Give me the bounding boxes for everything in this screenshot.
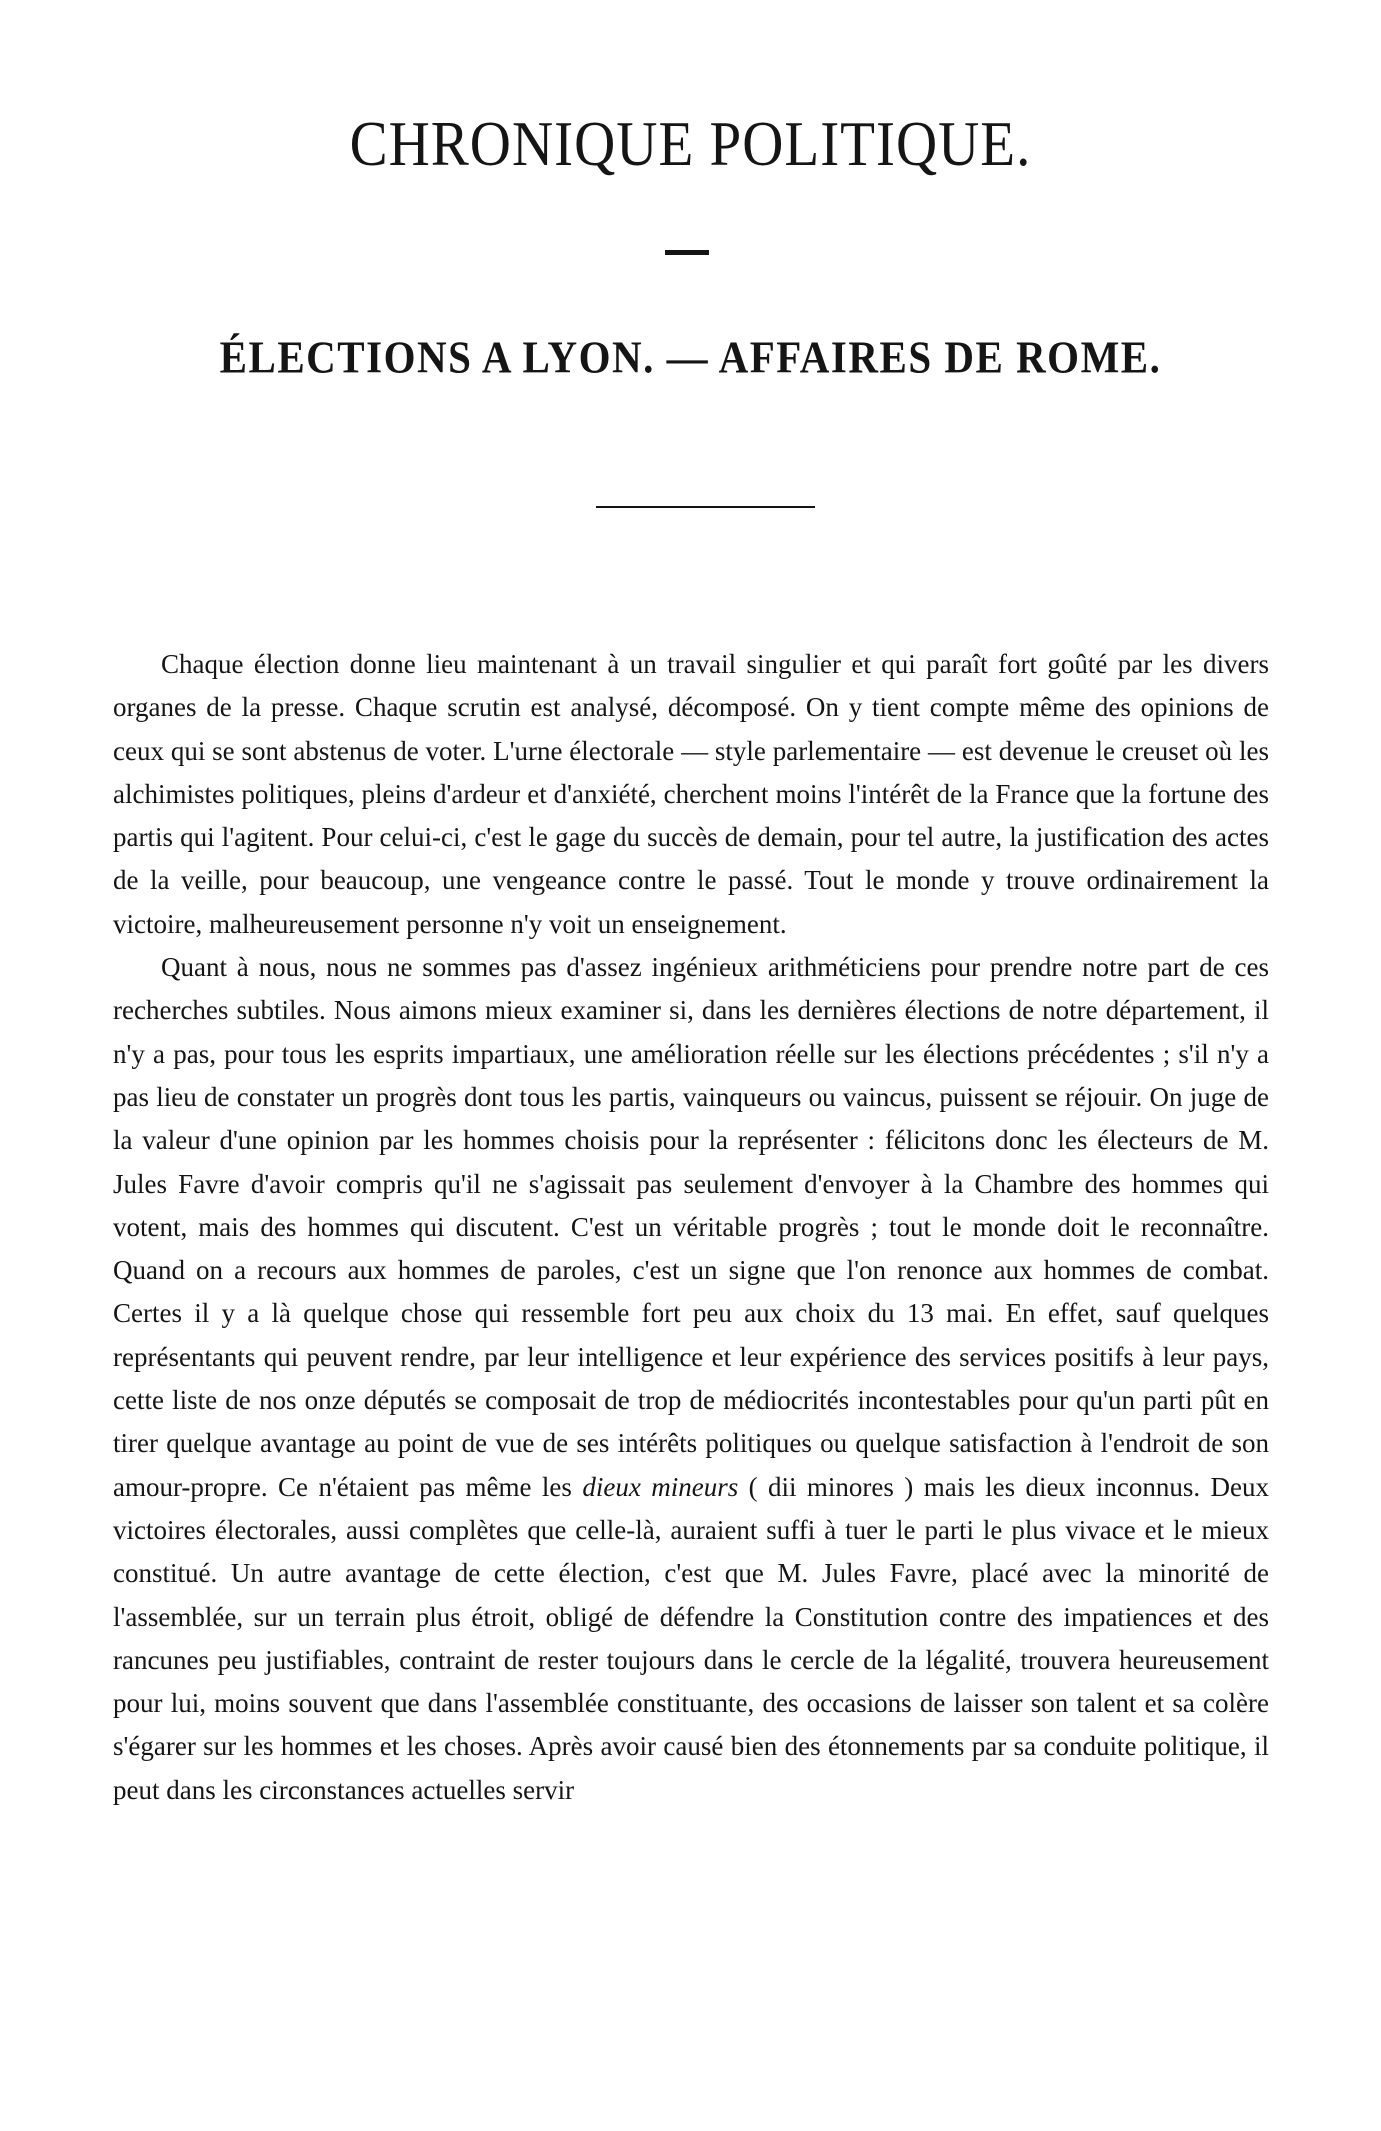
section-rule-divider	[596, 506, 815, 508]
title-dash-divider	[665, 250, 709, 255]
italic-phrase: dieux mineurs	[582, 1471, 739, 1502]
paragraph-2-part-1: Quant à nous, nous ne sommes pas d'assez ingénieux arithméticiens pour prendre notre part de ces recherches subtiles. Nous aimons mieux examiner si, dans les dernières élections de notre département, il n'y a pas, pour tous les esprits impartiaux, une amélioration réelle sur les élections précédentes ; s'il n'y a pas lieu de constater un progrès dont tous les partis, vainqueurs ou vaincus, puissent se réjouir. On juge de la valeur d'une opinion par les hommes choisis pour la représenter : félicitons donc les électeurs de M. Jules Favre d'avoir compris qu'il ne s'agissait pas seulement d'envoyer à la Chambre des hommes qui votent, mais des hommes qui discutent. C'est un véritable progrès ; tout le monde doit le reconnaître. Quand on a recours aux hommes de paroles, c'est un signe que l'on renonce aux hommes de combat. Certes il y a là quelque chose qui ressemble fort peu aux choix du 13 mai. En effet, sauf quelques représentants qui peuvent rendre, par leur intelligence et leur expérience des services positifs à leur pays, cette liste de nos onze députés se composait de trop de médiocrités incontestables pour qu'un parti pût en tirer quelque avantage au point de vue de ses intérêts politiques ou quelque satisfaction à l'endroit de son amour-propre. Ce n'étaient pas même les	[113, 952, 1269, 1502]
article-body	[113, 643, 1269, 1812]
page-title: CHRONIQUE POLITIQUE.	[349, 109, 1032, 180]
paragraph-1: Chaque élection donne lieu maintenant à un travail singulier et qui paraît fort goûté par les divers organes de la presse. Chaque scrutin est analysé, décomposé. On y tient compte même des opinions de ceux qui se sont abstenus de voter. L'urne électorale — style parlementaire — est devenue le creuset où les alchimistes politiques, pleins d'ardeur et d'anxiété, cherchent moins l'intérêt de la France que la fortune des partis qui l'agitent. Pour celui-ci, c'est le gage du succès de demain, pour tel autre, la justification des actes de la veille, pour beaucoup, une vengeance contre le passé. Tout le monde y trouve ordinairement la victoire, malheureusement personne n'y voit un enseignement.	[113, 649, 1269, 939]
paragraph-2	[113, 946, 1269, 1812]
paragraph-2-part-2: ( dii minores ) mais les dieux inconnus. Deux victoires électorales, aussi complètes que celle-là, auraient suffi à tuer le parti le plus vivace et le mieux constitué. Un autre avantage de cette élection, c'est que M. Jules Favre, placé avec la minorité de l'assemblée, sur un terrain plus étroit, obligé de défendre la Constitution contre des impatiences et des rancunes peu justifiables, contraint de rester toujours dans le cercle de la légalité, trouvera heureusement pour lui, moins souvent que dans l'assemblée constituante, des occasions de laisser son talent et sa colère s'égarer sur les hommes et les choses. Après avoir causé bien des étonnements par sa conduite politique, il peut dans les circonstances actuelles servir	[113, 1471, 1270, 1805]
article-subtitle: ÉLECTIONS A LYON. — AFFAIRES DE ROME.	[219, 331, 1162, 383]
